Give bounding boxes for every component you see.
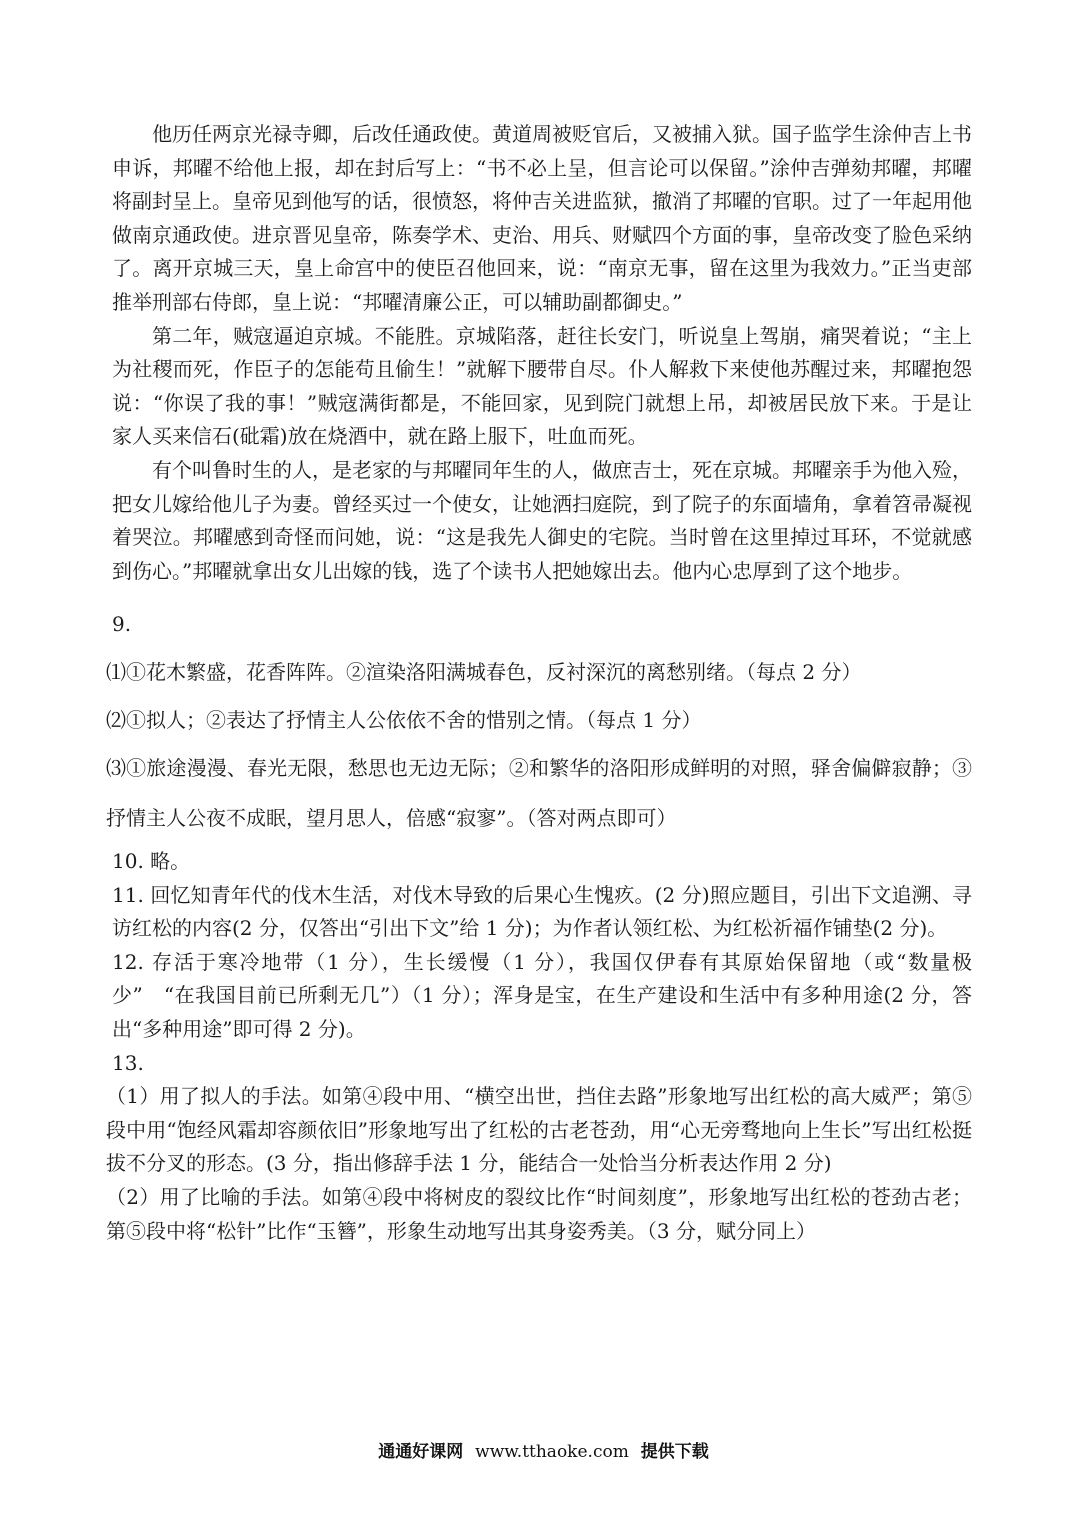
paragraph-3: 有个叫鲁时生的人，是老家的与邦曜同年生的人，做庶吉士，死在京城。邦曜亲手为他入殓，把女儿嫁给他儿子为妻。曾经买过一个使女，让她洒扫庭院，到了院子的东面墙角，拿着笤帚凝视着哭泣。邦曜感到奇怪而问她，说：“这是我先人御史的宅院。当时曾在这里掉过耳环，不觉就感到伤心。”邦曜就拿出女儿出嫁的钱，选了个读书人把她嫁出去。他内心忠厚到了这个地步。 [112, 457, 972, 583]
question-13-answer-2: （2）用了比喻的手法。如第④段中将树皮的裂纹比作“时间刻度”，形象地写出红松的苍劲古老；第⑤段中将“松针”比作“玉簪”，形象生动地写出其身姿秀美。（3 分，赋分同上） [106, 1185, 972, 1243]
document-body [106, 118, 972, 1248]
paragraph-1: 他历任两京光禄寺卿，后改任通政使。黄道周被贬官后，又被捕入狱。国子监学生涂仲吉上书申诉，邦曜不给他上报，却在封后写上：“书不必上呈，但言论可以保留。”涂仲吉弹劾邦曜，邦曜将副封呈上。皇帝见到他写的话，很愤怒，将仲吉关进监狱，撤消了邦曜的官职。过了一年起用他做南京通政使。进京晋见皇帝，陈奏学术、吏治、用兵、财赋四个方面的事，皇帝改变了脸色采纳了。离开京城三天，皇上命宫中的使臣召他回来，说：“南京无事，留在这里为我效力。”正当吏部推举刑部右侍郎，皇上说：“邦曜清廉公正，可以辅助副都御史。” [112, 122, 972, 314]
question-10-answer: 10. 略。 [112, 849, 191, 874]
footer-suffix: 提供下载 [640, 1442, 709, 1462]
question-9-answer-1: ⑴①花木繁盛，花香阵阵。②渲染洛阳满城春色，反衬深沉的离愁别绪。（每点 2 分） [106, 659, 862, 684]
question-13-heading: 13. [112, 1050, 144, 1075]
question-13-answer-1: （1）用了拟人的手法。如第④段中用、“横空出世，挡住去路”形象地写出红松的高大威严；第⑤段中用“饱经风霜却容颜依旧”形象地写出了红松的古老苍劲，用“心无旁骛地向上生长”写出红松挺拔不分叉的形态。(3 分，指出修辞手法 1 分，能结合一处恰当分析表达作用 2 分) [106, 1084, 972, 1176]
paragraph-2: 第二年，贼寇逼迫京城。不能胜。京城陷落，赶往长安门，听说皇上驾崩，痛哭着说；“主上为社稷而死，作臣子的怎能苟且偷生！”就解下腰带自尽。仆人解救下来使他苏醒过来，邦曜抱怨说：“你误了我的事！”贼寇满街都是，不能回家，见到院门就想上吊，却被居民放下来。于是让家人买来信石(砒霜)放在烧酒中，就在路上服下，吐血而死。 [112, 323, 972, 449]
question-9-answer-2: ⑵①拟人；②表达了抒情主人公依依不舍的惜别之情。（每点 1 分） [106, 707, 702, 732]
question-11-answer: 11. 回忆知青年代的伐木生活，对伐木导致的后果心生愧疚。(2 分)照应题目，引出下文追溯、寻访红松的内容(2 分，仅答出“引出下文”给 1 分)；为作者认领红松、为红松祈福作铺垫(2 分)。 [112, 882, 972, 941]
footer-site-name: 通通好课网 [378, 1442, 464, 1462]
footer-url[interactable]: www.tthaoke.com [475, 1442, 629, 1462]
question-9-answer-3: ⑶①旅途漫漫、春光无限，愁思也无边无际；②和繁华的洛阳形成鲜明的对照，驿舍偏僻寂静；③抒情主人公夜不成眠，望月思人，倍感“寂寥”。（答对两点即可） [106, 756, 972, 831]
question-12-answer: 12. 存活于寒冷地带（1 分），生长缓慢（1 分），我国仅伊春有其原始保留地（或“数量极少” “在我国目前已所剩无几”）（1 分）；浑身是宝，在生产建设和生活中有多种用途(2 分，答出“多种用途”即可得 2 分)。 [112, 949, 972, 1042]
question-9-heading: 9. [112, 612, 132, 637]
page-footer [0, 1437, 1087, 1462]
